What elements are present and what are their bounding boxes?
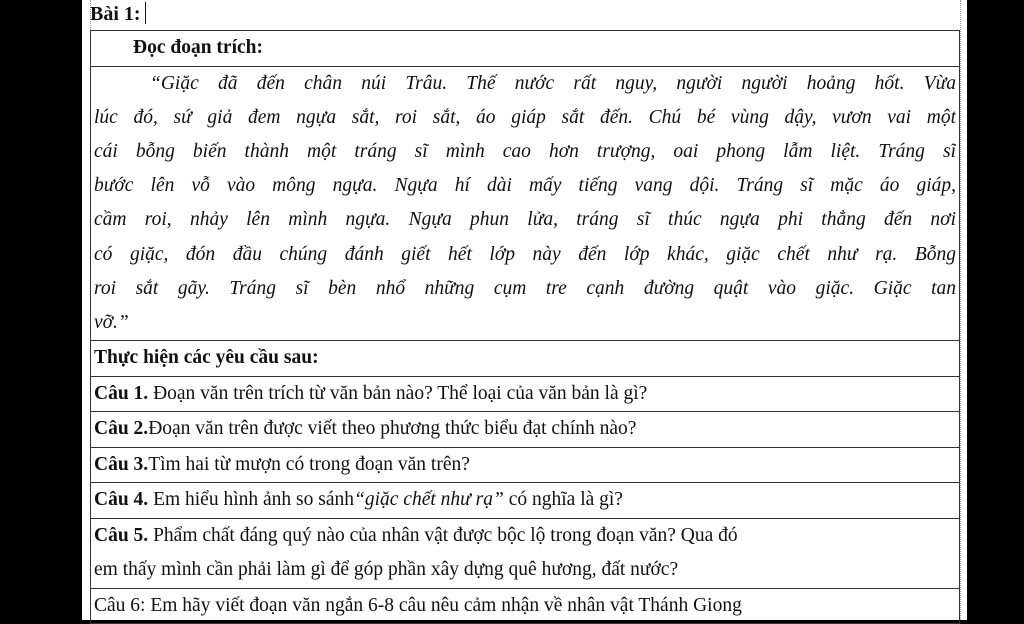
passage-line: roi sắt gãy. Tráng sĩ bèn nhổ những cụm tre cạnh đường quật vào giặc. Giặc tan [94,277,956,299]
question-text: Em hiểu hình ảnh so sánh [148,489,354,511]
intro-row[interactable] [91,31,959,67]
question-text: Tìm hai từ mượn có trong đoạn văn trên? [148,453,470,475]
document-page[interactable] [82,0,967,620]
question-text-tail: có nghĩa là gì? [503,489,623,511]
question-quote: “giặc chết như rạ” [354,489,504,511]
question-label: Câu 3. [94,453,149,475]
text-cursor [145,2,146,24]
question-text: Phẩm chất đáng quý nào của nhân vật được bộc lộ trong đoạn văn? Qua đó [148,524,738,546]
exercise-heading-text: Bài 1: [90,3,141,25]
question-row-1[interactable] [91,377,959,413]
intro-label: Đọc đoạn trích: [133,37,263,58]
passage-cell[interactable] [91,67,959,342]
right-margin-guide [960,0,961,620]
question-row-6[interactable] [91,589,959,624]
question-text: Đoạn văn trên được viết theo phương thức biểu đạt chính nào? [148,418,637,440]
question-text: Đoạn văn trên trích từ văn bản nào? Thể loại của văn bản là gì? [148,382,648,404]
passage-line: cái bỗng biến thành một tráng sĩ mình cao hơn trượng, oai phong lẫm liệt. Tráng sĩ [94,140,956,162]
exercise-heading[interactable] [90,0,146,30]
task-row[interactable] [91,341,959,377]
passage-line: vỡ.” [94,311,129,333]
passage-line: “Giặc đã đến chân núi Trâu. Thế nước rất nguy, người người hoảng hốt. Vừa [150,72,956,94]
question-label: Câu 1. [94,382,149,404]
question-label: Câu 4. [94,489,149,511]
exercise-table [90,30,960,624]
question-row-2[interactable] [91,412,959,448]
question-row-3[interactable] [91,448,959,484]
question-text: Câu 6: Em hãy viết đoạn văn ngắn 6-8 câu nêu cảm nhận về nhân vật Thánh Giong [94,594,742,616]
passage-line: lúc đó, sứ giả đem ngựa sắt, roi sắt, áo giáp sắt đến. Chú bé vùng dậy, vươn vai một [94,106,956,128]
question-text-continued: em thấy mình cần phải làm gì để góp phần xây dựng quê hương, đất nước? [94,559,679,581]
question-label: Câu 2. [94,418,149,440]
task-label: Thực hiện các yêu cầu sau: [94,347,319,369]
passage-line: bước lên vỗ vào mông ngựa. Ngựa hí dài mấy tiếng vang dội. Tráng sĩ mặc áo giáp, [94,175,956,197]
question-row-5[interactable] [91,519,959,589]
question-row-4[interactable] [91,483,959,519]
question-label: Câu 5. [94,524,149,546]
passage-line: có giặc, đón đầu chúng đánh giết hết lớp này đến lớp khác, giặc chết như rạ. Bỗng [94,243,956,265]
passage-line: cầm roi, nhảy lên mình ngựa. Ngựa phun lửa, tráng sĩ thúc ngựa phi thẳng đến nơi [94,209,956,231]
